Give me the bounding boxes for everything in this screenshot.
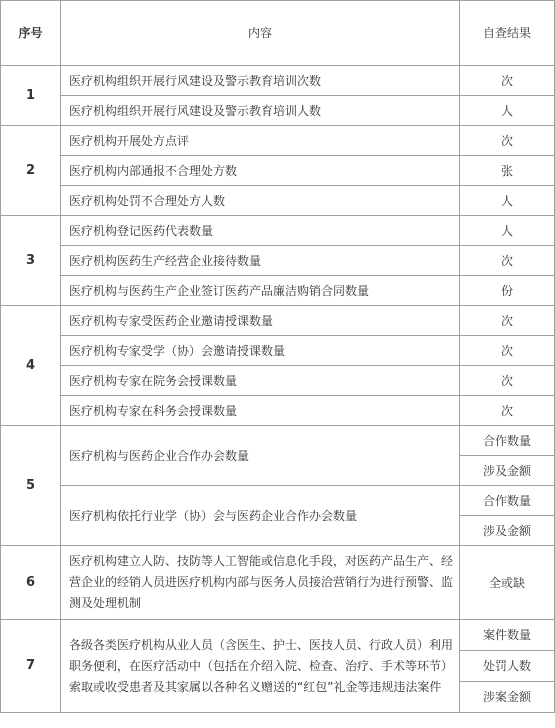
row-result: 张 [460,156,555,186]
row-content: 医疗机构专家受医药企业邀请授课数量 [61,306,460,336]
row-no: 3 [1,216,61,306]
table-row [1,546,555,620]
row-result: 次 [460,366,555,396]
row-result: 人 [460,186,555,216]
row-result: 处罚人数 [460,651,555,682]
row-result: 次 [460,306,555,336]
row-content: 医疗机构医药生产经营企业接待数量 [61,246,460,276]
header-result: 自查结果 [460,1,555,66]
row-result: 合作数量 [460,426,555,456]
table-header-row [1,1,555,66]
row-result: 涉及金额 [460,456,555,486]
row-no: 5 [1,426,61,546]
header-content: 内容 [61,1,460,66]
row-content: 医疗机构专家在科务会授课数量 [61,396,460,426]
row-content: 医疗机构处罚不合理处方人数 [61,186,460,216]
row-result: 案件数量 [460,620,555,651]
table-row [1,246,555,276]
row-no: 4 [1,306,61,426]
table-row [1,306,555,336]
row-no: 6 [1,546,61,620]
row-no: 2 [1,126,61,216]
row-no: 1 [1,66,61,126]
header-no: 序号 [1,1,61,66]
row-result: 全或缺 [460,546,555,620]
row-content: 医疗机构专家在院务会授课数量 [61,366,460,396]
table-row [1,186,555,216]
row-content: 医疗机构组织开展行风建设及警示教育培训次数 [61,66,460,96]
row-content: 医疗机构开展处方点评 [61,126,460,156]
row-no: 7 [1,620,61,713]
row-result: 次 [460,246,555,276]
row-content: 医疗机构专家受学（协）会邀请授课数量 [61,336,460,366]
row-result: 次 [460,66,555,96]
row-content: 医疗机构内部通报不合理处方数 [61,156,460,186]
row-result: 涉及金额 [460,516,555,546]
row-content: 医疗机构依托行业学（协）会与医药企业合作办会数量 [61,486,460,546]
table-row [1,66,555,96]
row-result: 份 [460,276,555,306]
table-row [1,396,555,426]
row-result: 次 [460,396,555,426]
table-row [1,620,555,651]
row-content: 医疗机构建立人防、技防等人工智能或信息化手段，对医药产品生产、经营企业的经销人员进医疗机构内部与医务人员接洽营销行为进行预警、监测及处理机制 [61,546,460,620]
row-result: 涉案金额 [460,682,555,713]
row-content: 各级各类医疗机构从业人员（含医生、护士、医技人员、行政人员）利用职务便利，在医疗活动中（包括在介绍入院、检查、治疗、手术等环节）索取或收受患者及其家属以各种名义赠送的“红包”礼金等违规违法案件 [61,620,460,713]
row-content: 医疗机构登记医药代表数量 [61,216,460,246]
table-row [1,276,555,306]
row-result: 次 [460,126,555,156]
row-result: 次 [460,336,555,366]
table-row [1,486,555,516]
row-content: 医疗机构与医药企业合作办会数量 [61,426,460,486]
table-row [1,126,555,156]
table-row [1,336,555,366]
row-result: 人 [460,216,555,246]
table-row [1,366,555,396]
table-row [1,216,555,246]
table-row [1,426,555,456]
row-content: 医疗机构与医药生产企业签订医药产品廉洁购销合同数量 [61,276,460,306]
row-content: 医疗机构组织开展行风建设及警示教育培训人数 [61,96,460,126]
row-result: 人 [460,96,555,126]
table-row [1,96,555,126]
table-row [1,156,555,186]
row-result: 合作数量 [460,486,555,516]
